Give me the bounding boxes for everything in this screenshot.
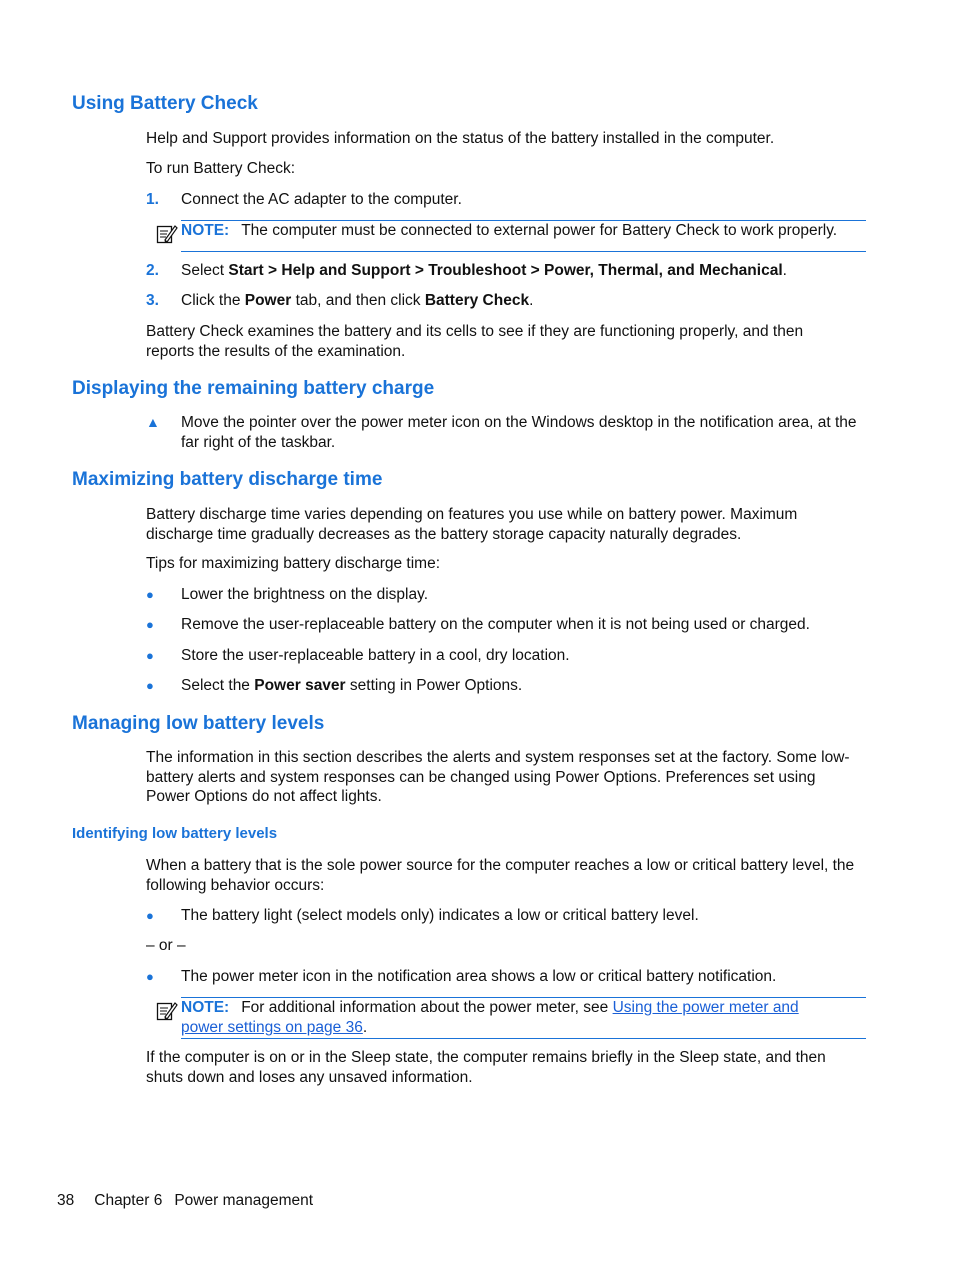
paragraph: If the computer is on or in the Sleep state, the computer remains briefly in the Sleep state, and then shuts down and loses any unsaved information.	[146, 1049, 826, 1086]
list-item: Lower the brightness on the display.	[181, 586, 429, 603]
step-text-part: Select	[181, 262, 229, 279]
list-item-part: Select the	[181, 677, 255, 694]
bullet-icon: ●	[146, 587, 154, 602]
step-number: 3.	[146, 292, 159, 309]
list-item: Remove the user-replaceable battery on the computer when it is not being used or charged.	[181, 616, 810, 633]
section-title-managing-low-battery: Managing low battery levels	[72, 713, 325, 734]
note-box	[181, 220, 866, 252]
step-text	[181, 291, 876, 311]
note-pencil-icon	[156, 1000, 178, 1022]
list-item-part: setting in Power Options.	[345, 677, 523, 694]
step-number: 1.	[146, 191, 159, 208]
ui-term: Battery Check	[424, 292, 530, 309]
menu-path: Start > Help and Support > Troubleshoot > Power, Thermal, and Mechanical	[228, 262, 783, 279]
list-item: Move the pointer over the power meter icon on the Windows desktop in the notification area, at the far right of the taskbar.	[181, 414, 857, 451]
chapter-title: Power management	[174, 1192, 314, 1209]
ui-term: Power	[244, 292, 292, 309]
step-text	[181, 261, 876, 281]
bullet-icon: ●	[146, 648, 154, 663]
note-text: The computer must be connected to external power for Battery Check to work properly.	[241, 222, 838, 239]
section-title-using-battery-check: Using Battery Check	[72, 93, 258, 114]
page-footer	[57, 1192, 313, 1210]
section-title-maximizing-discharge: Maximizing battery discharge time	[72, 469, 383, 490]
list-item: The battery light (select models only) indicates a low or critical battery level.	[181, 907, 699, 924]
bullet-icon: ●	[146, 617, 154, 632]
note-text: For additional information about the power meter, see	[241, 999, 613, 1016]
chapter-label: Chapter 6	[94, 1192, 163, 1209]
note-label: NOTE:	[181, 999, 230, 1016]
step-text-part: .	[529, 292, 534, 309]
bullet-icon: ●	[146, 678, 154, 693]
triangle-bullet-icon: ▲	[146, 414, 160, 430]
paragraph: Battery Check examines the battery and its cells to see if they are functioning properly, and then reports the results of the examination.	[146, 323, 804, 360]
list-item: Store the user-replaceable battery in a cool, dry location.	[181, 647, 570, 664]
subsection-title-identifying-levels: Identifying low battery levels	[72, 825, 278, 842]
note-text: .	[362, 1018, 368, 1036]
list-item	[181, 676, 876, 696]
paragraph: Help and Support provides information on the status of the battery installed in the computer.	[146, 130, 775, 147]
step-text-part: tab, and then click	[291, 292, 425, 309]
paragraph: To run Battery Check:	[146, 160, 296, 177]
note-box	[181, 997, 866, 1039]
page-number: 38	[57, 1192, 75, 1209]
note-pencil-icon	[156, 223, 178, 245]
ui-term: Power saver	[254, 677, 346, 694]
note-label: NOTE:	[181, 222, 230, 239]
bullet-icon: ●	[146, 969, 154, 984]
paragraph: Battery discharge time varies depending on features you use while on battery power. Maximum discharge time gradually decreases as the battery storage capacity naturally degrades.	[146, 506, 798, 543]
step-text: Connect the AC adapter to the computer.	[181, 191, 462, 208]
paragraph: The information in this section describes the alerts and system responses set at the factory. Some low-battery alerts and system responses can be changed using Power Options. Preferences set using Power Options do not affect lights.	[146, 749, 850, 805]
list-item: The power meter icon in the notification area shows a low or critical battery notification.	[181, 968, 777, 985]
or-separator: – or –	[146, 937, 186, 954]
step-number: 2.	[146, 262, 159, 279]
step-text-part: .	[782, 262, 787, 279]
step-text-part: Click the	[181, 292, 245, 309]
section-title-displaying-charge: Displaying the remaining battery charge	[72, 378, 435, 399]
bullet-icon: ●	[146, 908, 154, 923]
paragraph: When a battery that is the sole power source for the computer reaches a low or critical battery level, the following behavior occurs:	[146, 857, 855, 894]
power-meter-link[interactable]: Using the power meter and power settings on page 36	[181, 999, 799, 1036]
paragraph: Tips for maximizing battery discharge time:	[146, 555, 441, 572]
